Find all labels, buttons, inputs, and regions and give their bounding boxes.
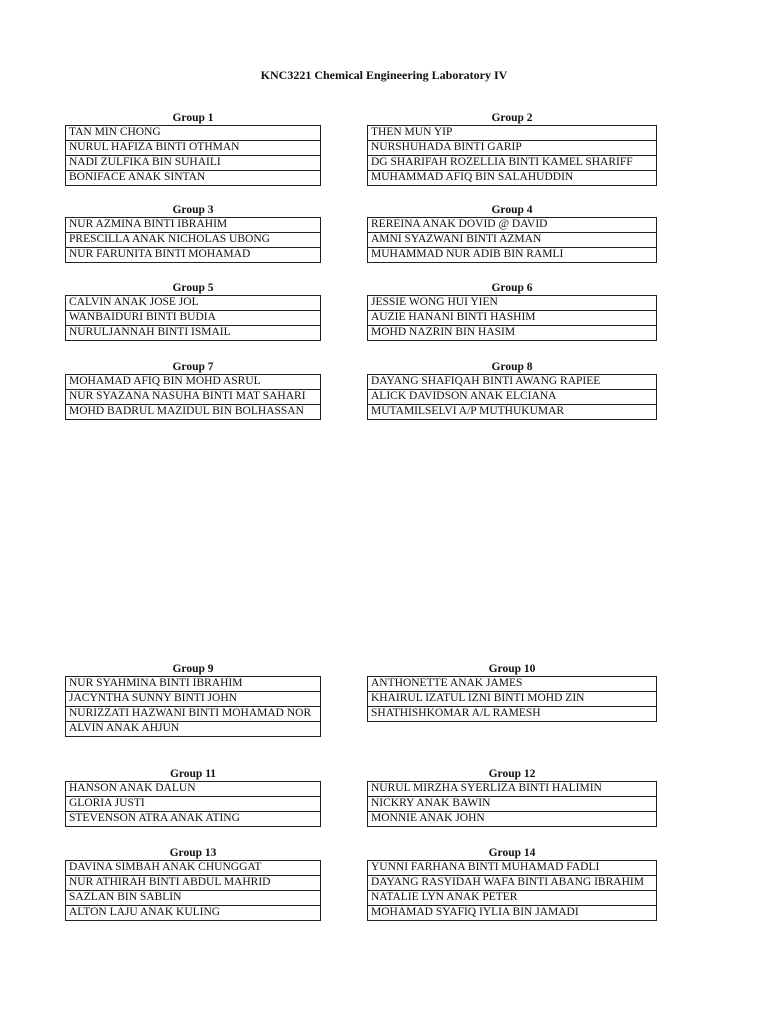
member-name: BONIFACE ANAK SINTAN	[66, 171, 321, 186]
member-table	[65, 295, 321, 341]
table-row	[368, 311, 657, 326]
table-row	[368, 126, 657, 141]
member-name: NUR SYAHMINA BINTI IBRAHIM	[66, 677, 321, 692]
group-11	[65, 768, 321, 827]
member-name: PRESCILLA ANAK NICHOLAS UBONG	[66, 233, 321, 248]
table-row	[66, 876, 321, 891]
group-heading: Group 9	[172, 663, 214, 675]
group-7	[65, 361, 321, 420]
member-name: CALVIN ANAK JOSE JOL	[66, 296, 321, 311]
member-table	[65, 676, 321, 737]
table-row	[66, 677, 321, 692]
table-row	[66, 812, 321, 827]
group-10	[367, 663, 657, 722]
member-name: THEN MUN YIP	[368, 126, 657, 141]
table-row	[368, 141, 657, 156]
table-row	[66, 218, 321, 233]
member-name: DG SHARIFAH ROZELLIA BINTI KAMEL SHARIFF	[368, 156, 657, 171]
member-name: STEVENSON ATRA ANAK ATING	[66, 812, 321, 827]
table-row	[368, 326, 657, 341]
member-table	[367, 295, 657, 341]
member-name: NADI ZULFIKA BIN SUHAILI	[66, 156, 321, 171]
group-heading: Group 12	[488, 768, 536, 780]
group-9	[65, 663, 321, 737]
group-3	[65, 204, 321, 263]
table-row	[66, 156, 321, 171]
member-name: NURIZZATI HAZWANI BINTI MOHAMAD NOR	[66, 707, 321, 722]
group-1	[65, 112, 321, 186]
member-name: NURUL MIRZHA SYERLIZA BINTI HALIMIN	[368, 782, 657, 797]
table-row	[66, 722, 321, 737]
member-name: ALICK DAVIDSON ANAK ELCIANA	[368, 390, 657, 405]
member-name: ALTON LAJU ANAK KULING	[66, 906, 321, 921]
member-name: ANTHONETTE ANAK JAMES	[368, 677, 657, 692]
member-table	[65, 781, 321, 827]
member-name: NURSHUHADA BINTI GARIP	[368, 141, 657, 156]
member-name: NATALIE LYN ANAK PETER	[368, 891, 657, 906]
member-name: MOHD BADRUL MAZIDUL BIN BOLHASSAN	[66, 405, 321, 420]
member-name: MOHD NAZRIN BIN HASIM	[368, 326, 657, 341]
member-name: MUTAMILSELVI A/P MUTHUKUMAR	[368, 405, 657, 420]
table-row	[368, 876, 657, 891]
member-name: DAYANG RASYIDAH WAFA BINTI ABANG IBRAHIM	[368, 876, 657, 891]
group-heading: Group 13	[169, 847, 217, 859]
table-row	[368, 156, 657, 171]
table-row	[66, 375, 321, 390]
group-8	[367, 361, 657, 420]
member-table	[367, 374, 657, 420]
table-row	[368, 375, 657, 390]
member-table	[65, 125, 321, 186]
table-row	[368, 171, 657, 186]
group-6	[367, 282, 657, 341]
table-row	[368, 405, 657, 420]
member-name: NICKRY ANAK BAWIN	[368, 797, 657, 812]
member-name: AUZIE HANANI BINTI HASHIM	[368, 311, 657, 326]
group-heading: Group 6	[491, 282, 533, 294]
table-row	[66, 126, 321, 141]
member-name: MOHAMAD SYAFIQ IYLIA BIN JAMADI	[368, 906, 657, 921]
member-name: TAN MIN CHONG	[66, 126, 321, 141]
group-heading: Group 2	[491, 112, 533, 124]
table-row	[368, 692, 657, 707]
member-name: JESSIE WONG HUI YIEN	[368, 296, 657, 311]
group-14	[367, 847, 657, 921]
member-name: NUR ATHIRAH BINTI ABDUL MAHRID	[66, 876, 321, 891]
member-name: WANBAIDURI BINTI BUDIA	[66, 311, 321, 326]
member-name: SAZLAN BIN SABLIN	[66, 891, 321, 906]
group-heading: Group 10	[488, 663, 536, 675]
member-table	[367, 676, 657, 722]
group-5	[65, 282, 321, 341]
table-row	[66, 797, 321, 812]
group-4	[367, 204, 657, 263]
table-row	[66, 861, 321, 876]
table-row	[368, 782, 657, 797]
member-table	[367, 860, 657, 921]
table-row	[368, 296, 657, 311]
table-row	[66, 405, 321, 420]
table-row	[66, 248, 321, 263]
table-row	[368, 891, 657, 906]
member-name: YUNNI FARHANA BINTI MUHAMAD FADLI	[368, 861, 657, 876]
member-table	[65, 860, 321, 921]
table-row	[66, 390, 321, 405]
table-row	[368, 233, 657, 248]
table-row	[66, 707, 321, 722]
member-table	[65, 217, 321, 263]
member-name: ALVIN ANAK AHJUN	[66, 722, 321, 737]
member-name: NUR FARUNITA BINTI MOHAMAD	[66, 248, 321, 263]
member-name: NURUL HAFIZA BINTI OTHMAN	[66, 141, 321, 156]
table-row	[66, 782, 321, 797]
member-name: JACYNTHA SUNNY BINTI JOHN	[66, 692, 321, 707]
group-12	[367, 768, 657, 827]
table-row	[368, 677, 657, 692]
table-row	[368, 906, 657, 921]
member-name: GLORIA JUSTI	[66, 797, 321, 812]
member-table	[367, 781, 657, 827]
table-row	[368, 218, 657, 233]
member-name: MUHAMMAD NUR ADIB BIN RAMLI	[368, 248, 657, 263]
member-name: SHATHISHKOMAR A/L RAMESH	[368, 707, 657, 722]
member-name: MUHAMMAD AFIQ BIN SALAHUDDIN	[368, 171, 657, 186]
group-heading: Group 8	[491, 361, 533, 373]
group-13	[65, 847, 321, 921]
table-row	[66, 141, 321, 156]
member-name: DAYANG SHAFIQAH BINTI AWANG RAPIEE	[368, 375, 657, 390]
member-name: MONNIE ANAK JOHN	[368, 812, 657, 827]
table-row	[368, 797, 657, 812]
group-heading: Group 14	[488, 847, 536, 859]
member-table	[367, 125, 657, 186]
table-row	[66, 171, 321, 186]
group-heading: Group 4	[491, 204, 533, 216]
table-row	[368, 812, 657, 827]
table-row	[66, 906, 321, 921]
table-row	[368, 390, 657, 405]
table-row	[368, 248, 657, 263]
table-row	[368, 707, 657, 722]
table-row	[66, 296, 321, 311]
member-table	[65, 374, 321, 420]
table-row	[66, 326, 321, 341]
table-row	[66, 891, 321, 906]
table-row	[66, 692, 321, 707]
group-heading: Group 1	[172, 112, 214, 124]
group-2	[367, 112, 657, 186]
table-row	[66, 233, 321, 248]
member-name: NURULJANNAH BINTI ISMAIL	[66, 326, 321, 341]
table-row	[66, 311, 321, 326]
member-name: DAVINA SIMBAH ANAK CHUNGGAT	[66, 861, 321, 876]
document-title: KNC3221 Chemical Engineering Laboratory IV	[260, 68, 508, 82]
member-name: HANSON ANAK DALUN	[66, 782, 321, 797]
group-heading: Group 11	[169, 768, 217, 780]
group-heading: Group 5	[172, 282, 214, 294]
member-name: NUR SYAZANA NASUHA BINTI MAT SAHARI	[66, 390, 321, 405]
member-name: REREINA ANAK DOVID @ DAVID	[368, 218, 657, 233]
member-name: KHAIRUL IZATUL IZNI BINTI MOHD ZIN	[368, 692, 657, 707]
group-heading: Group 3	[172, 204, 214, 216]
member-name: MOHAMAD AFIQ BIN MOHD ASRUL	[66, 375, 321, 390]
member-name: NUR AZMINA BINTI IBRAHIM	[66, 218, 321, 233]
member-name: AMNI SYAZWANI BINTI AZMAN	[368, 233, 657, 248]
group-heading: Group 7	[172, 361, 214, 373]
member-table	[367, 217, 657, 263]
table-row	[368, 861, 657, 876]
